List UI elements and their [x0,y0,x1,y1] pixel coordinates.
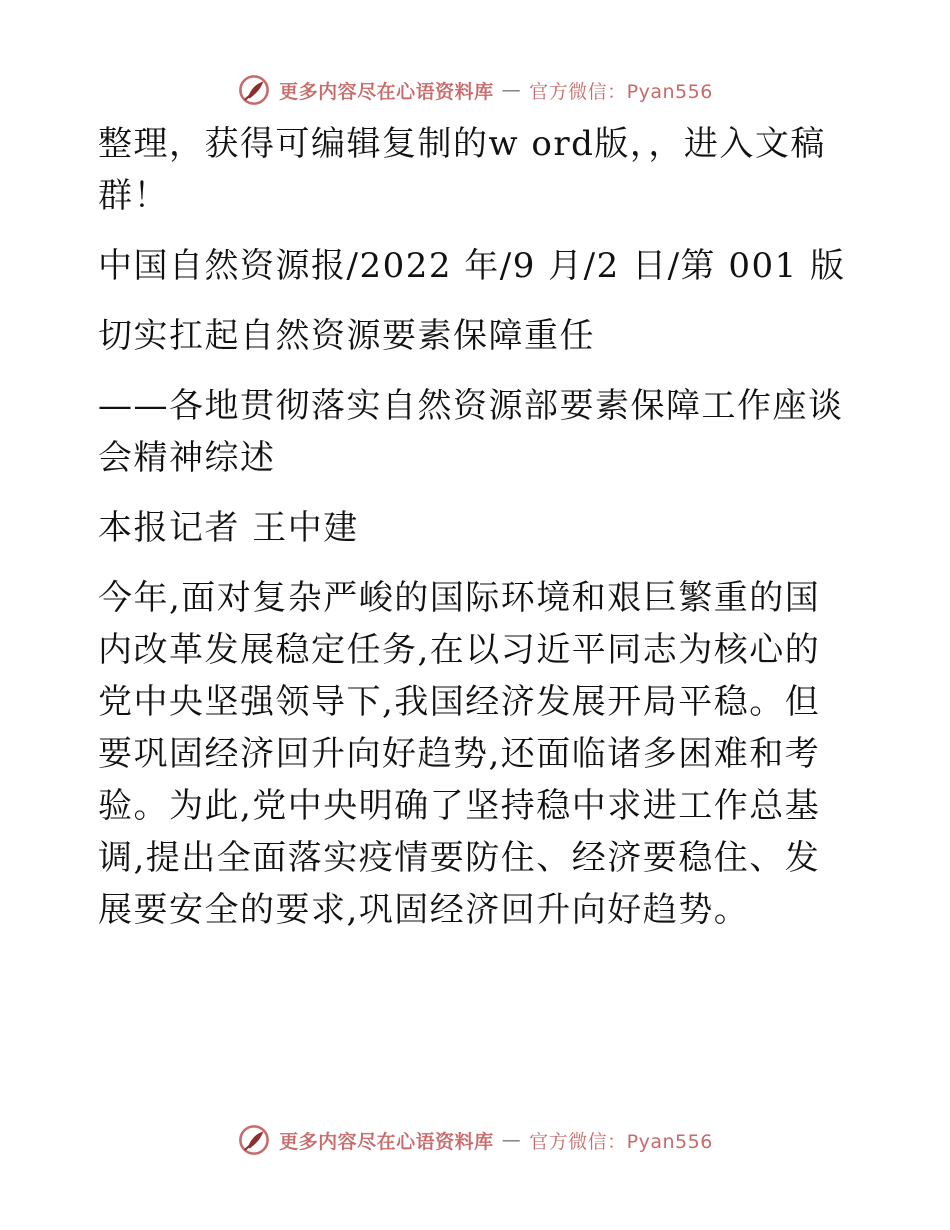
header-brand-handle: 官方微信：Pyan556 [529,80,713,103]
document-paragraph: 切实扛起自然资源要素保障重任 [98,316,595,356]
header-brand-prefix: 更多内容尽在心语资料库 [279,80,494,103]
footer-brand-handle: 官方微信：Pyan556 [529,1130,713,1153]
feather-pen-icon [237,1123,271,1157]
document-body [98,118,848,936]
document-paragraph: 今年,面对复杂严峻的国际环境和艰巨繁重的国内改革发展稳定任务,在以习近平同志为核心的党中央坚强领导下,我国经济发展开局平稳。但要巩固经济回升向好趋势,还面临诸多困难和考验。为此,党中央明确了坚持稳中求进工作总基调,提出全面落实疫情要防住、经济要稳住、发展要安全的要求,巩固经济回升向好趋势。 [98,578,821,930]
document-paragraph: ——各地贯彻落实自然资源部要素保障工作座谈会精神综述 [98,386,844,478]
document-paragraph: 中国自然资源报/2022 年/9 月/2 日/第 001 版 [98,246,846,286]
feather-pen-icon [237,73,271,107]
header-watermark [0,68,950,112]
footer-brand-prefix: 更多内容尽在心语资料库 [279,1130,494,1153]
document-paragraph: 本报记者 王中建 [98,508,359,548]
header-brand-separator: — [501,79,522,101]
document-paragraph: 整理，获得可编辑复制的w ord版，，进入文稿群！ [98,124,826,216]
footer-watermark [0,1118,950,1162]
footer-brand-separator: — [501,1129,522,1151]
